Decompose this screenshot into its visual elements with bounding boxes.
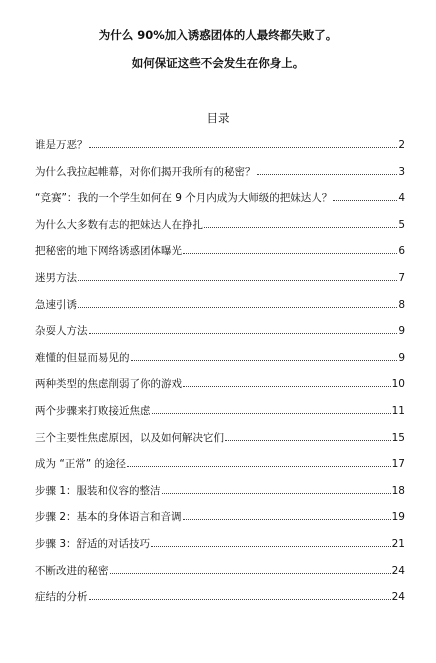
- toc-entry[interactable]: [35, 242, 405, 269]
- toc-entry[interactable]: [35, 508, 405, 535]
- toc-entry-title: 杂耍人方法: [35, 325, 88, 338]
- toc-dot-leader: [78, 280, 397, 281]
- toc-dot-leader: [151, 546, 391, 547]
- toc-entry[interactable]: [35, 562, 405, 589]
- toc-entry-title: 难懂的但显而易见的: [35, 351, 130, 364]
- toc-entry[interactable]: [35, 349, 405, 376]
- toc-dot-leader: [89, 599, 391, 600]
- toc-dot-leader: [110, 573, 391, 574]
- toc-dot-leader: [131, 360, 398, 361]
- toc-entry[interactable]: [35, 322, 405, 349]
- toc-entry[interactable]: [35, 296, 405, 323]
- toc-entry-page: 11: [391, 404, 405, 417]
- toc-dot-leader: [183, 519, 391, 520]
- toc-entry-title: 步骤 3：舒适的对话技巧: [35, 537, 151, 550]
- toc-entry[interactable]: [35, 189, 405, 216]
- toc-entry[interactable]: [35, 482, 405, 509]
- toc-entry-title: “竞赛”：我的一个学生如何在 9 个月内成为大师级的把妹达人？: [35, 192, 333, 205]
- toc-entry[interactable]: [35, 402, 405, 429]
- toc-entry-title: 症结的分析: [35, 591, 88, 604]
- toc-entry[interactable]: [35, 588, 405, 615]
- toc-entry[interactable]: [35, 375, 405, 402]
- toc-entry-page: 3: [398, 165, 405, 178]
- toc-entry-page: 19: [391, 511, 405, 524]
- toc-dot-leader: [183, 253, 397, 254]
- toc-entry-page: 15: [391, 431, 405, 444]
- toc-entry-title: 三个主要性焦虑原因，以及如何解决它们: [35, 431, 224, 444]
- toc-entry-title: 为什么大多数有志的把妹达人在挣扎: [35, 218, 203, 231]
- toc-dot-leader: [152, 413, 391, 414]
- toc-entry-title: 不断改进的秘密: [35, 564, 109, 577]
- toc-entry-page: 6: [398, 245, 405, 258]
- toc-dot-leader: [89, 147, 398, 148]
- toc-entry-page: 8: [398, 298, 405, 311]
- toc-dot-leader: [225, 440, 391, 441]
- toc-dot-leader: [162, 493, 391, 494]
- toc-entry-title: 两种类型的焦虑削弱了你的游戏: [35, 378, 182, 391]
- table-of-contents: [35, 136, 405, 615]
- toc-entry-page: 9: [398, 325, 405, 338]
- toc-entry-page: 24: [391, 564, 405, 577]
- toc-entry-title: 成为 “正常” 的途径: [35, 458, 127, 471]
- toc-dot-leader: [204, 227, 397, 228]
- toc-entry-page: 9: [398, 351, 405, 364]
- toc-entry-title: 为什么我拉起帷幕，对你们揭开我所有的秘密？: [35, 165, 256, 178]
- toc-entry-page: 5: [398, 218, 405, 231]
- toc-entry[interactable]: [35, 535, 405, 562]
- toc-entry-title: 步骤 1：服装和仪容的整洁: [35, 484, 161, 497]
- headline-line-1: 为什么 90%加入诱惑团体的人最终都失败了。: [98, 28, 338, 42]
- toc-entry-title: 急速引诱: [35, 298, 77, 311]
- toc-dot-leader: [257, 174, 398, 175]
- toc-entry[interactable]: [35, 455, 405, 482]
- toc-title: 目录: [206, 111, 230, 125]
- toc-entry-title: 谁是万恶？: [35, 139, 88, 151]
- toc-entry-page: 7: [398, 271, 405, 284]
- toc-entry[interactable]: [35, 269, 405, 296]
- toc-dot-leader: [183, 386, 391, 387]
- headline-line-2: 如何保证这些不会发生在你身上。: [131, 56, 305, 70]
- toc-entry-page: 21: [391, 537, 405, 550]
- toc-dot-leader: [89, 333, 398, 334]
- toc-entry[interactable]: [35, 163, 405, 190]
- toc-dot-leader: [127, 466, 391, 467]
- toc-entry-title: 步骤 2：基本的身体语言和音调: [35, 511, 182, 524]
- toc-entry[interactable]: [35, 429, 405, 456]
- toc-entry-page: 10: [391, 378, 405, 391]
- toc-entry[interactable]: [35, 136, 405, 163]
- toc-entry-title: 把秘密的地下网络诱惑团体曝光: [35, 245, 182, 258]
- toc-entry-page: 17: [391, 458, 405, 471]
- toc-dot-leader: [333, 200, 397, 201]
- toc-entry-page: 2: [398, 139, 405, 151]
- toc-entry-page: 18: [391, 484, 405, 497]
- toc-entry[interactable]: [35, 216, 405, 243]
- toc-dot-leader: [78, 307, 397, 308]
- toc-entry-page: 4: [398, 192, 405, 205]
- toc-entry-title: 迷男方法: [35, 271, 77, 284]
- toc-entry-page: 24: [391, 591, 405, 604]
- toc-entry-title: 两个步骤来打败接近焦虑: [35, 404, 151, 417]
